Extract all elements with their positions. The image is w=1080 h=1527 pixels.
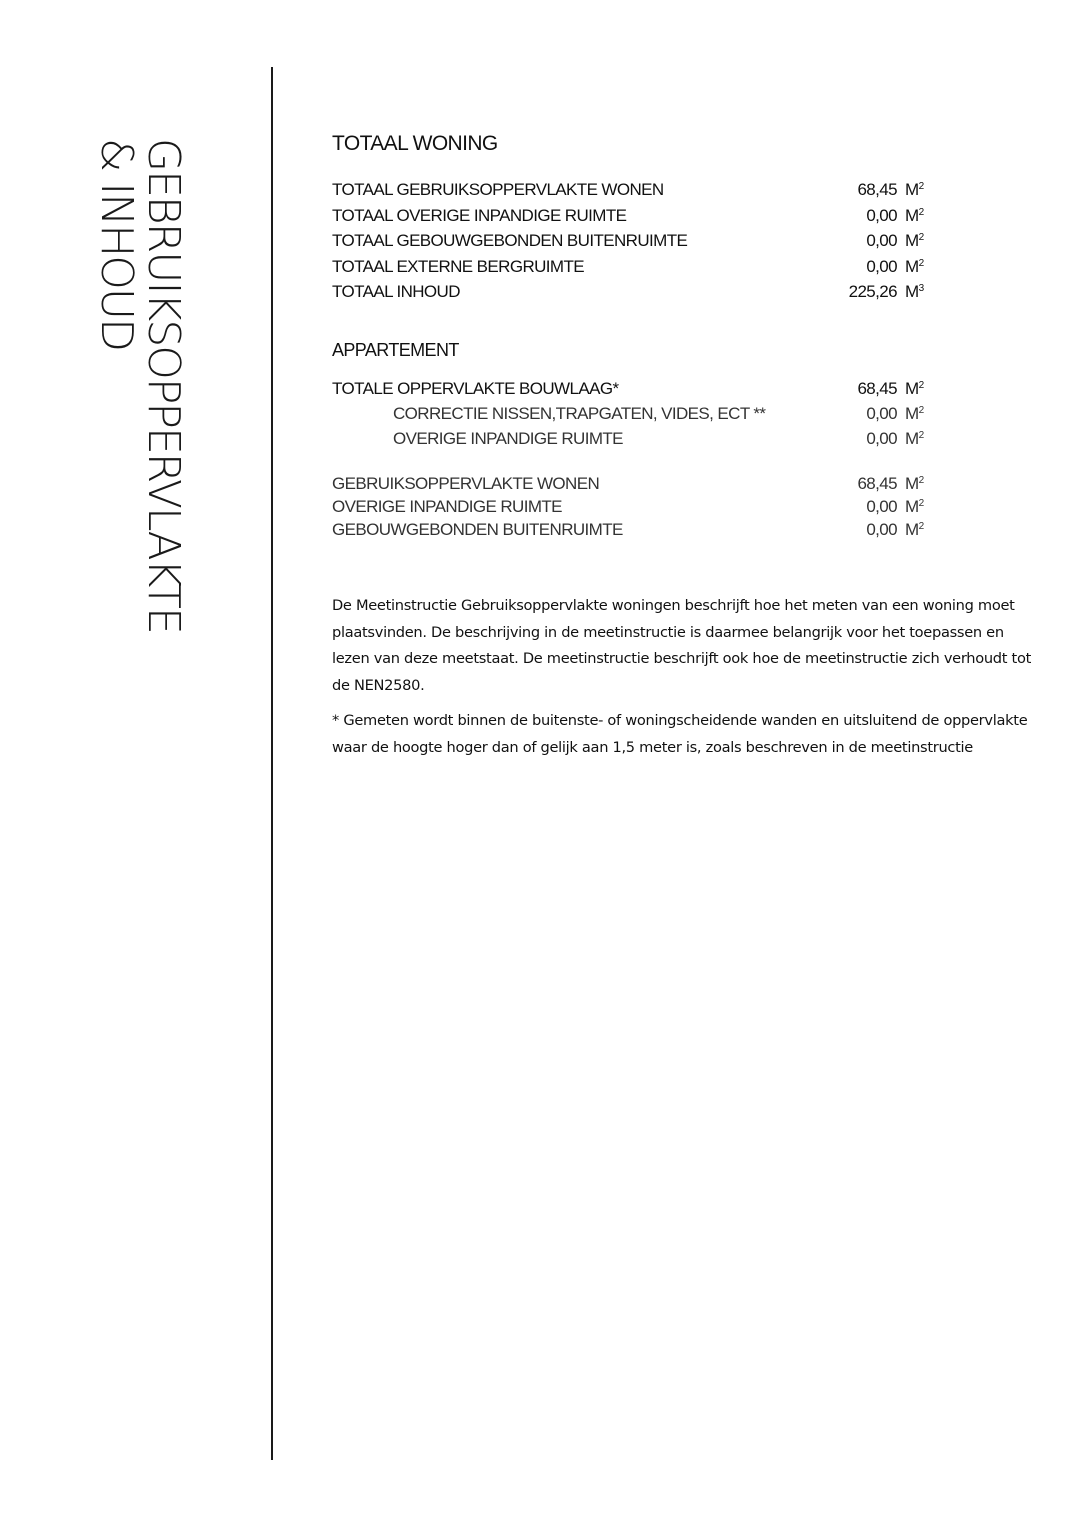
section-heading-appartement: APPARTEMENT [332,340,459,360]
table-row [332,429,932,453]
row-unit: $M^2$ [905,206,924,225]
row-unit: $M^2$ [905,257,924,276]
table-row [332,231,932,255]
row-value: 68,45 [857,474,897,493]
row-unit: $M^3$ [905,282,924,301]
table-row [332,282,932,306]
row-value: 68,45 [857,379,897,398]
row-unit: $M^2$ [905,231,924,250]
row-value: 0,00 [866,404,897,423]
row-label: TOTAAL EXTERNE BERGRUIMTE [332,257,585,276]
row-label: OVERIGE INPANDIGE RUIMTE [332,497,562,516]
row-label: GEBRUIKSOPPERVLAKTE WONEN [332,474,600,493]
note-paragraph-gemeten: * Gemeten wordt binnen de buitenste- of woningscheidende wanden en uitsluitend de oppervlakte waar de hoogte hoger dan of gelijk aan 1,5 meter is, zoals beschreven in de meetinstructie [332,712,1028,756]
row-label: OVERIGE INPANDIGE RUIMTE [393,429,623,448]
row-value: 0,00 [866,497,897,516]
table-row [332,520,932,544]
row-label: GEBOUWGEBONDEN BUITENRUIMTE [332,520,623,539]
row-unit: $M^2$ [905,180,924,199]
table-row [332,257,932,281]
row-unit: $M^2$ [905,497,924,516]
table-row [332,497,932,521]
table-row [332,474,932,498]
row-label: TOTALE OPPERVLAKTE BOUWLAAG* [332,379,619,398]
sidebar-title-line1: GEBRUIKSOPPERVLAKTE [138,138,189,633]
row-value: 0,00 [866,231,897,250]
row-label: TOTAAL GEBRUIKSOPPERVLAKTE WONEN [332,180,664,199]
row-label: CORRECTIE NISSEN,TRAPGATEN, VIDES, ECT ** [393,404,766,423]
section-heading-totaal-woning: TOTAAL WONING [332,132,498,155]
row-unit: $M^2$ [905,429,924,448]
row-label: TOTAAL GEBOUWGEBONDEN BUITENRUIMTE [332,231,688,250]
row-value: 0,00 [866,520,897,539]
vertical-divider [271,67,273,1460]
sidebar-title-line2: & INHOUD [91,138,142,350]
row-unit: $M^2$ [905,379,924,398]
row-label: TOTAAL INHOUD [332,282,460,301]
table-row [332,404,932,428]
row-unit: $M^2$ [905,474,924,493]
table-row [332,206,932,230]
row-unit: $M^2$ [905,404,924,423]
row-unit: $M^2$ [905,520,924,539]
row-value: 0,00 [866,206,897,225]
table-row [332,180,932,204]
row-value: 0,00 [866,429,897,448]
note-paragraph-meetinstructie: De Meetinstructie Gebruiksoppervlakte woningen beschrijft hoe het meten van een woning moet plaatsvinden. De beschrijving in de meetinstructie is daarmee belangrijk voor het toepassen en lezen van deze meetstaat. De meetinstructie beschrijft ook hoe de meetinstructie zich verhoudt tot de NEN2580. [332,597,1031,694]
table-row [332,379,932,403]
row-value: 0,00 [866,257,897,276]
row-value: 225,26 [848,282,897,301]
row-label: TOTAAL OVERIGE INPANDIGE RUIMTE [332,206,627,225]
row-value: 68,45 [857,180,897,199]
